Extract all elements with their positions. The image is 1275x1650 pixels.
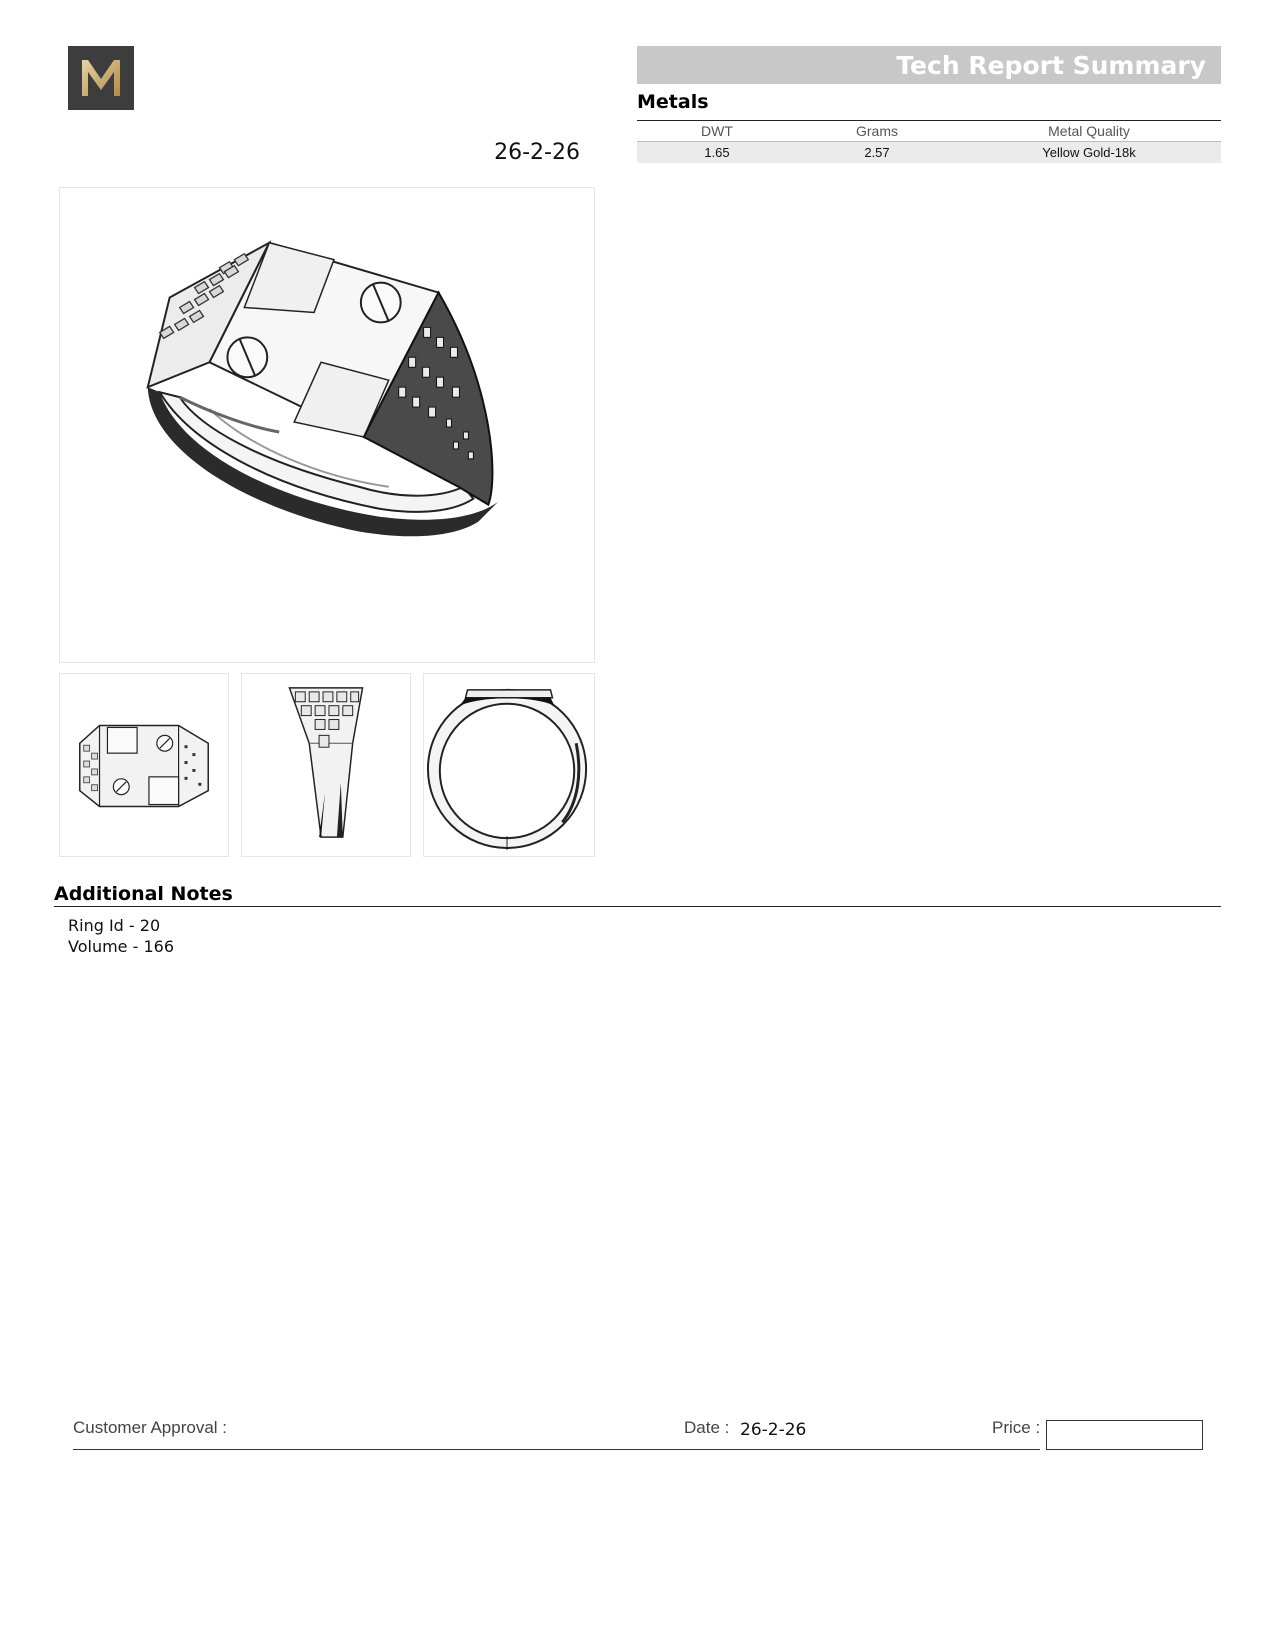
- column-header-dwt: DWT: [701, 123, 733, 139]
- ring-top-view: [59, 673, 229, 857]
- metal-quality-value: Yellow Gold-18k: [1042, 145, 1136, 160]
- column-header-metal-quality: Metal Quality: [1048, 123, 1130, 139]
- metals-heading: Metals: [637, 91, 709, 113]
- ring-side-view: [241, 673, 411, 857]
- notes-divider: [54, 906, 1221, 907]
- metals-table: [637, 120, 1221, 163]
- price-field[interactable]: [1046, 1420, 1203, 1450]
- grams-value: 2.57: [864, 145, 890, 160]
- approval-date-label: Date :: [684, 1418, 730, 1437]
- approval-signature-line[interactable]: [73, 1449, 1040, 1450]
- company-logo: [68, 46, 134, 110]
- notes-body: [68, 915, 174, 957]
- report-date: 26-2-26: [494, 140, 580, 165]
- ring-front-view: [423, 673, 595, 857]
- price-label: Price :: [992, 1418, 1041, 1437]
- additional-notes-heading: Additional Notes: [54, 883, 233, 905]
- ring-perspective-view: [59, 187, 595, 663]
- approval-date-value: 26-2-26: [740, 1420, 807, 1440]
- note-volume: Volume - 166: [68, 937, 174, 956]
- table-row: [637, 142, 1221, 163]
- dwt-value: 1.65: [704, 145, 730, 160]
- customer-approval-label: Customer Approval :: [73, 1418, 228, 1437]
- column-header-grams: Grams: [856, 123, 898, 139]
- note-ring-id: Ring Id - 20: [68, 916, 161, 935]
- report-title: Tech Report Summary: [637, 46, 1221, 84]
- metals-header-row: [637, 121, 1221, 142]
